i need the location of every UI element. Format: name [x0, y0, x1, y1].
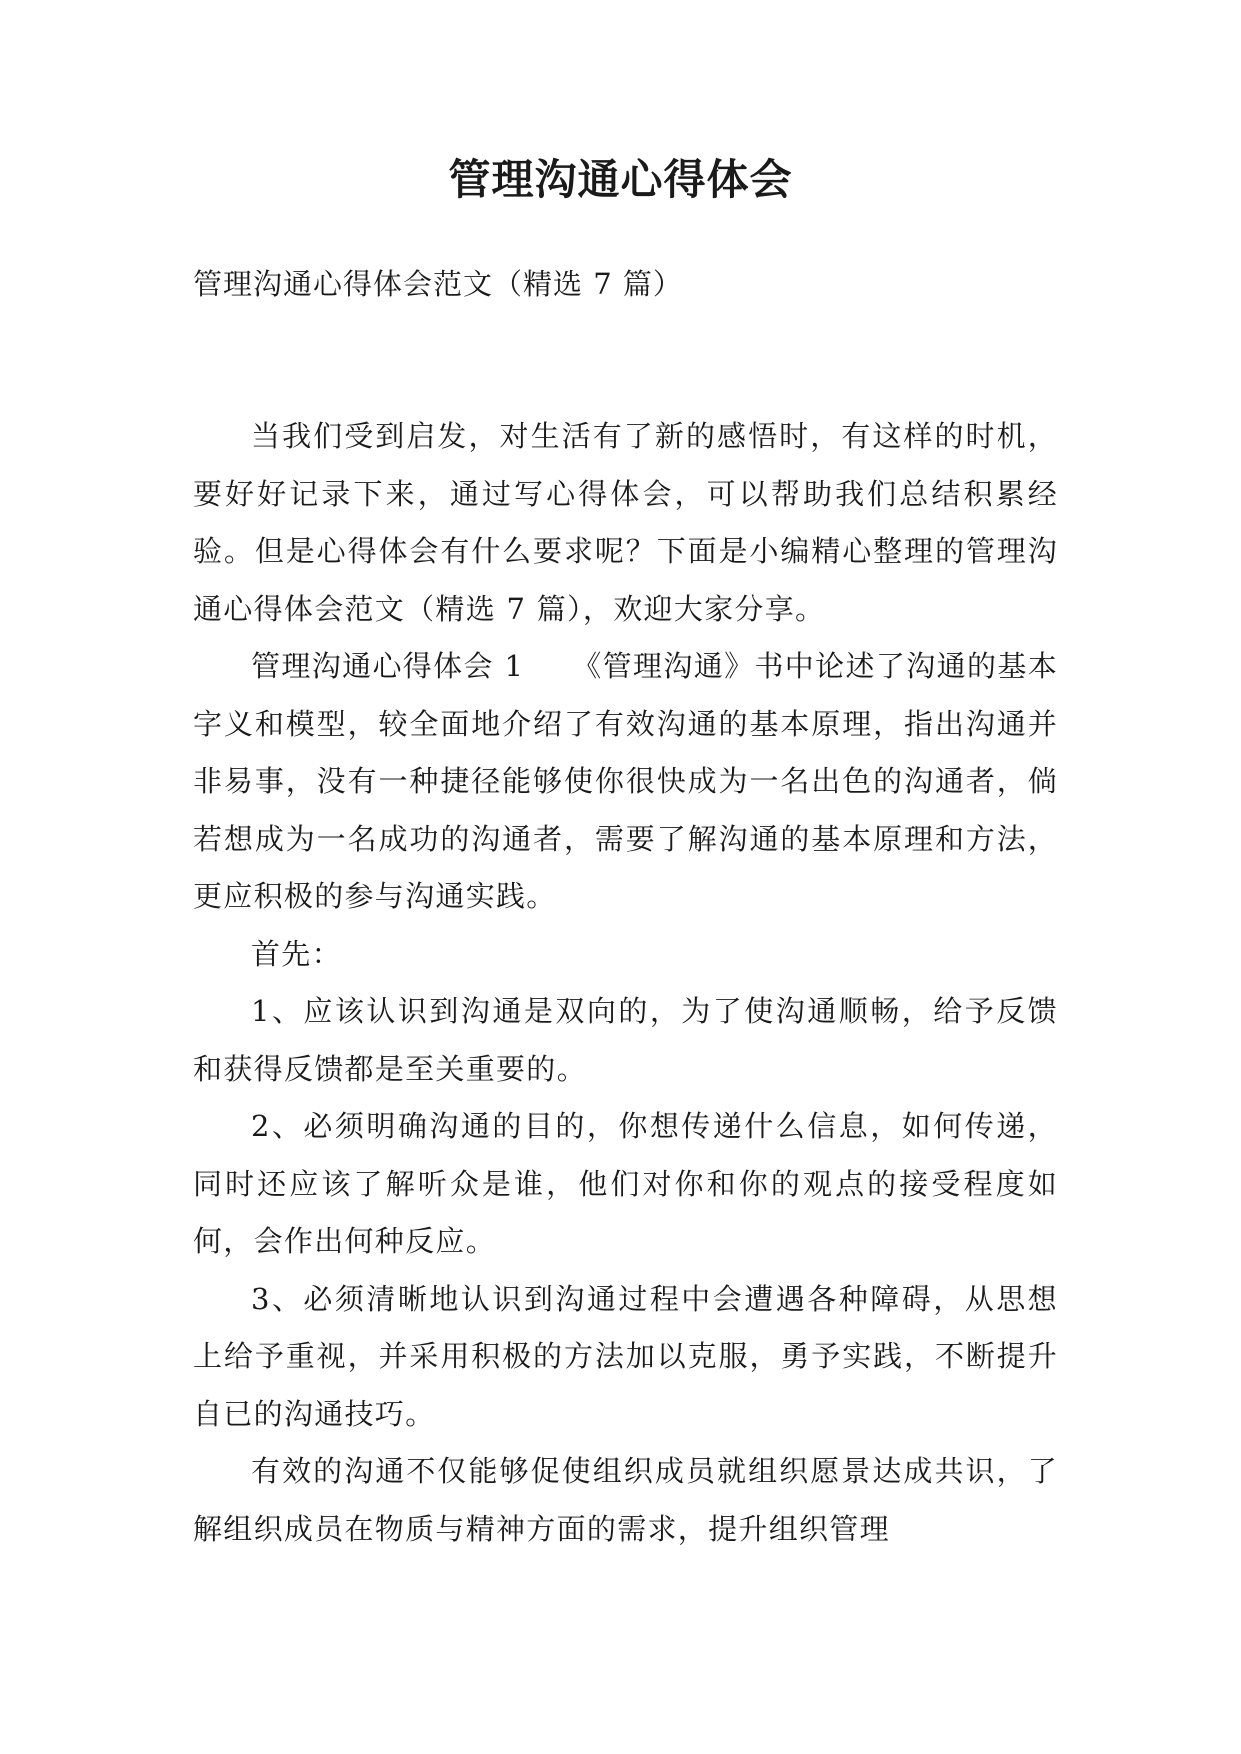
intro-paragraph: 当我们受到启发，对生活有了新的感悟时，有这样的时机，要好好记录下来，通过写心得体会，可以帮助我们总结积累经验。但是心得体会有什么要求呢？下面是小编精心整理的管理沟通心得体会范文（精选 7 篇），欢迎大家分享。: [193, 419, 1058, 626]
section-1-text: 《管理沟通》书中论述了沟通的基本字义和模型，较全面地介绍了有效沟通的基本原理，指出沟通并非易事，没有一种捷径能够使你很快成为一名出色的沟通者，倘若想成为一名成功的沟通者，需要了解沟通的基本原理和方法，更应积极的参与沟通实践。: [193, 649, 1058, 913]
firstly-paragraph: 首先：: [251, 936, 342, 971]
document-body: [193, 408, 1058, 1558]
point-1-paragraph: 1、应该认识到沟通是双向的，为了使沟通顺畅，给予反馈和获得反馈都是至关重要的。: [193, 994, 1058, 1086]
document-subtitle: 管理沟通心得体会范文（精选 7 篇）: [193, 267, 683, 301]
document-title: 管理沟通心得体会: [448, 155, 793, 204]
point-2-paragraph: 2、必须明确沟通的目的，你想传递什么信息，如何传递，同时还应该了解听众是谁，他们对你和你的观点的接受程度如何，会作出何种反应。: [193, 1109, 1058, 1258]
section-1-paragraph: [193, 638, 1058, 926]
point-3-paragraph: 3、必须清晰地认识到沟通过程中会遭遇各种障碍，从思想上给予重视，并采用积极的方法加以克服，勇予实践，不断提升自已的沟通技巧。: [193, 1281, 1058, 1431]
effective-communication-paragraph: 有效的沟通不仅能够促使组织成员就组织愿景达成共识，了解组织成员在物质与精神方面的需求，提升组织管理: [193, 1454, 1058, 1546]
section-heading: 管理沟通心得体会 1: [251, 649, 525, 683]
